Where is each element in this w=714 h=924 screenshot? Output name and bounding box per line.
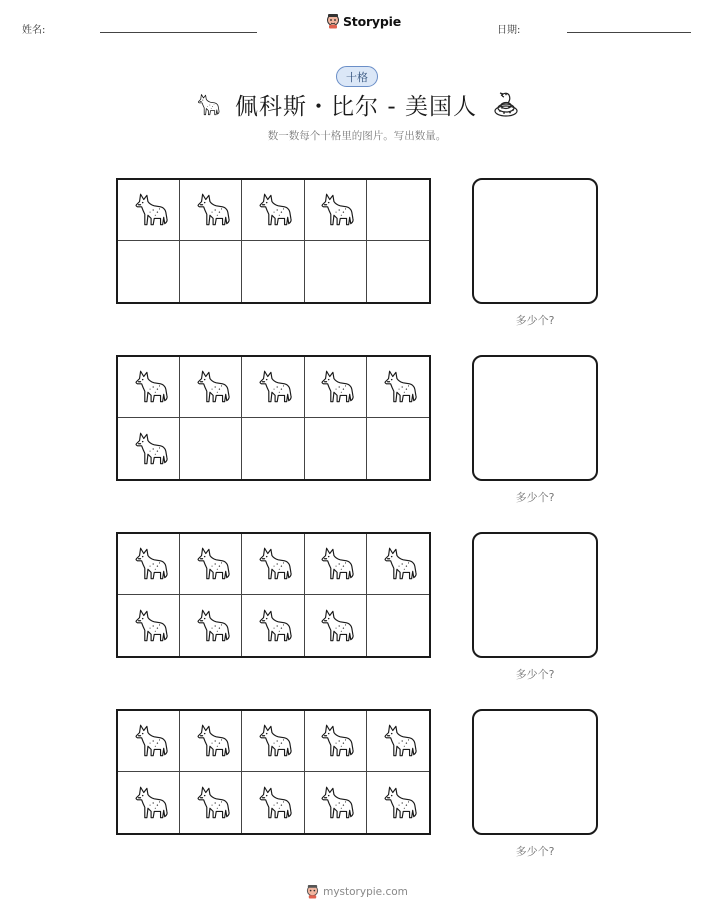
ten-frame-cell bbox=[242, 241, 304, 302]
ten-frame-cell bbox=[305, 241, 367, 302]
answer-label-2: 多少个? bbox=[515, 491, 555, 504]
ten-frame-cell bbox=[118, 418, 180, 479]
snake-icon bbox=[491, 90, 521, 120]
answer-box-2[interactable] bbox=[472, 355, 598, 481]
ten-frame-cell bbox=[305, 357, 367, 418]
ten-frame-cell bbox=[367, 241, 429, 302]
ten-frame-cell bbox=[242, 711, 304, 772]
wolf-icon bbox=[314, 605, 356, 647]
ten-frame-1 bbox=[116, 178, 431, 304]
ten-frame-cell bbox=[242, 180, 304, 241]
ten-frame-cell bbox=[242, 418, 304, 479]
ten-frame-cell bbox=[180, 772, 242, 833]
answer-label-4: 多少个? bbox=[515, 845, 555, 858]
category-badge: 十格 bbox=[336, 66, 378, 87]
ten-frame-cell bbox=[367, 772, 429, 833]
wolf-icon bbox=[377, 782, 419, 824]
ten-frame-cell bbox=[305, 772, 367, 833]
answer-label-3: 多少个? bbox=[515, 668, 555, 681]
ten-frame-cell bbox=[305, 180, 367, 241]
ten-frame-cell bbox=[118, 534, 180, 595]
wolf-icon bbox=[128, 543, 170, 585]
wolf-icon bbox=[377, 720, 419, 762]
wolf-icon bbox=[128, 720, 170, 762]
wolf-icon bbox=[252, 543, 294, 585]
answer-box-4[interactable] bbox=[472, 709, 598, 835]
wolf-icon bbox=[314, 543, 356, 585]
answer-box-3[interactable] bbox=[472, 532, 598, 658]
ten-frame-cell bbox=[118, 711, 180, 772]
answer-box-1[interactable] bbox=[472, 178, 598, 304]
brand-name: Storypie bbox=[343, 13, 401, 29]
ten-frame-cell bbox=[180, 534, 242, 595]
ten-frame-cell bbox=[118, 241, 180, 302]
ten-frame-cell bbox=[118, 357, 180, 418]
ten-frame-2 bbox=[116, 355, 431, 481]
brand bbox=[326, 13, 401, 29]
name-line bbox=[100, 32, 257, 33]
wolf-icon bbox=[128, 605, 170, 647]
ten-frame-cell bbox=[367, 418, 429, 479]
ten-frame-cell bbox=[242, 595, 304, 656]
wolf-icon bbox=[377, 366, 419, 408]
ten-frame-cell bbox=[118, 595, 180, 656]
wolf-icon bbox=[128, 189, 170, 231]
wolf-icon bbox=[128, 366, 170, 408]
ten-frame-cell bbox=[180, 418, 242, 479]
title-row bbox=[0, 88, 714, 121]
storypie-logo-icon bbox=[306, 884, 319, 899]
wolf-icon bbox=[314, 366, 356, 408]
wolf-icon bbox=[252, 189, 294, 231]
ten-frame-cell bbox=[305, 418, 367, 479]
ten-frame-cell bbox=[367, 595, 429, 656]
ten-frame-cell bbox=[118, 180, 180, 241]
ten-frame-cell bbox=[180, 180, 242, 241]
wolf-icon bbox=[314, 189, 356, 231]
ten-frame-4 bbox=[116, 709, 431, 835]
ten-frame-cell bbox=[118, 772, 180, 833]
ten-frame-cell bbox=[367, 534, 429, 595]
ten-frame-cell bbox=[367, 357, 429, 418]
wolf-icon bbox=[128, 782, 170, 824]
wolf-icon bbox=[190, 782, 232, 824]
answer-label-1: 多少个? bbox=[515, 314, 555, 327]
wolf-icon bbox=[252, 605, 294, 647]
wolf-icon bbox=[314, 782, 356, 824]
ten-frame-cell bbox=[242, 534, 304, 595]
ten-frame-cell bbox=[367, 180, 429, 241]
wolf-icon bbox=[252, 782, 294, 824]
ten-frame-cell bbox=[367, 711, 429, 772]
page-title: 佩科斯・比尔 - 美国人 bbox=[235, 94, 477, 120]
ten-frame-cell bbox=[180, 595, 242, 656]
ten-frame-cell bbox=[180, 357, 242, 418]
wolf-icon bbox=[190, 720, 232, 762]
ten-frame-cell bbox=[305, 595, 367, 656]
ten-frame-cell bbox=[305, 534, 367, 595]
ten-frame-cell bbox=[242, 772, 304, 833]
wolf-icon bbox=[252, 366, 294, 408]
ten-frame-cell bbox=[180, 241, 242, 302]
ten-frame-3 bbox=[116, 532, 431, 658]
wolf-icon bbox=[190, 189, 232, 231]
wolf-icon bbox=[190, 366, 232, 408]
ten-frame-cell bbox=[242, 357, 304, 418]
footer-url[interactable]: mystorypie.com bbox=[323, 885, 408, 898]
wolf-icon bbox=[252, 720, 294, 762]
footer bbox=[0, 884, 714, 899]
wolf-icon bbox=[128, 428, 170, 470]
worksheet-header bbox=[0, 0, 714, 50]
wolf-icon bbox=[190, 543, 232, 585]
date-label: 日期: bbox=[497, 25, 521, 36]
instructions: 数一数每个十格里的图片。写出数量。 bbox=[267, 130, 447, 142]
wolf-icon bbox=[193, 91, 221, 119]
storypie-logo-icon bbox=[326, 13, 340, 29]
date-line bbox=[567, 32, 691, 33]
ten-frame-cell bbox=[305, 711, 367, 772]
ten-frame-cell bbox=[180, 711, 242, 772]
name-label: 姓名: bbox=[22, 25, 46, 36]
wolf-icon bbox=[314, 720, 356, 762]
wolf-icon bbox=[190, 605, 232, 647]
wolf-icon bbox=[377, 543, 419, 585]
